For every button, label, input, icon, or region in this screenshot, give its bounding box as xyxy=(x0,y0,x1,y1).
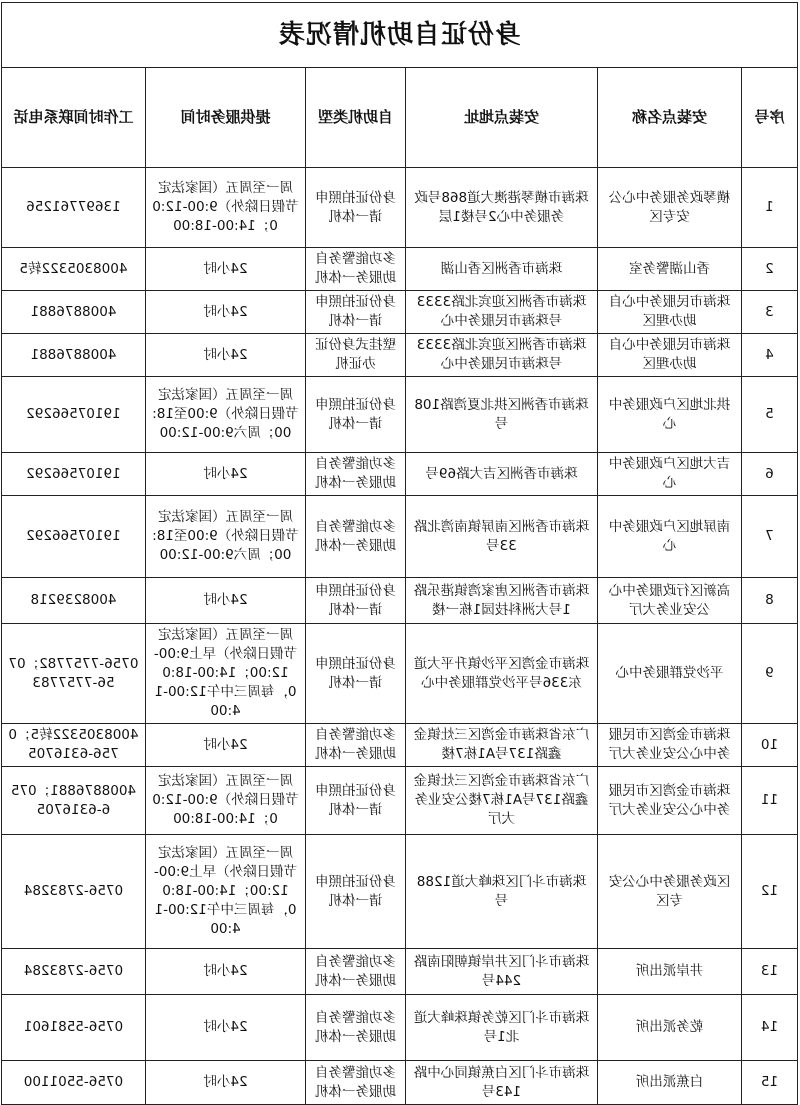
cell-name: 井岸派出所 xyxy=(598,949,742,995)
table-row xyxy=(1,767,797,835)
cell-hours: 周一至周五（国家法定节假日除外）9:00至18:00；周六9:00-12:00 xyxy=(146,496,306,578)
header-address: 安装点地址 xyxy=(406,68,598,168)
cell-type: 身份证拍照申请一体机 xyxy=(306,291,406,334)
table-row xyxy=(1,291,797,334)
cell-type: 壁挂式身份证办证机 xyxy=(306,334,406,377)
cell-phone: 13697761256 xyxy=(1,168,145,248)
cell-phone: 19107566292 xyxy=(1,377,145,453)
table-row xyxy=(1,724,797,767)
table-row xyxy=(1,624,797,724)
table-row xyxy=(1,995,797,1061)
cell-name: 珠海市民服务中心自助办理区 xyxy=(598,291,742,334)
cell-no: 9 xyxy=(742,624,798,724)
cell-no: 8 xyxy=(742,578,798,624)
cell-address: 广东省珠海市金湾区三灶镇金鑫路137号A1栋7楼 xyxy=(406,724,598,767)
cell-hours: 24小时 xyxy=(146,291,306,334)
cell-address: 珠海市斗门区珠峰大道1288号 xyxy=(406,835,598,949)
title-row xyxy=(1,3,797,68)
cell-address: 珠海市香洲区迎宾北路3333号珠海市民服务中心 xyxy=(406,334,598,377)
cell-no: 11 xyxy=(742,767,798,835)
cell-type: 身份证拍照申请一体机 xyxy=(306,835,406,949)
cell-phone: 19107566292 xyxy=(1,496,145,578)
cell-no: 14 xyxy=(742,995,798,1061)
cell-type: 身份证拍照申请一体机 xyxy=(306,767,406,835)
cell-phone: 0756-5501100 xyxy=(1,1061,145,1105)
table-row xyxy=(1,377,797,453)
table-title: 身份证自助机情况表 xyxy=(1,3,797,68)
header-type: 自助机类型 xyxy=(306,68,406,168)
cell-name: 高新区行政服务中心公安业务大厅 xyxy=(598,578,742,624)
cell-type: 多功能警务自助服务一体机 xyxy=(306,248,406,291)
cell-name: 珠海市金湾区市民服务中心公安业务大厅 xyxy=(598,767,742,835)
table-row xyxy=(1,1061,797,1105)
cell-hours: 周一至周五（国家法定节假日除外）9:00至18:00；周六9:00-12:00 xyxy=(146,377,306,453)
table-row xyxy=(1,578,797,624)
cell-type: 身份证拍照申请一体机 xyxy=(306,578,406,624)
cell-hours: 24小时 xyxy=(146,949,306,995)
cell-name: 珠海市金湾区市民服务中心公安业务大厅 xyxy=(598,724,742,767)
cell-name: 拱北地区户政服务中心 xyxy=(598,377,742,453)
cell-hours: 24小时 xyxy=(146,334,306,377)
cell-phone: 0756-2783284 xyxy=(1,835,145,949)
cell-phone: 4008876881 xyxy=(1,334,145,377)
cell-address: 珠海市香洲区南屏镇南湾北路33号 xyxy=(406,496,598,578)
table-row xyxy=(1,248,797,291)
cell-phone: 0756-2783284 xyxy=(1,949,145,995)
header-row xyxy=(1,68,797,168)
cell-phone: 4008305322转5 xyxy=(1,248,145,291)
header-hours: 提供服务时间 xyxy=(146,68,306,168)
cell-phone: 4008876881 xyxy=(1,291,145,334)
cell-name: 香山湖警务室 xyxy=(598,248,742,291)
cell-name: 横琴政务服务中心公安专区 xyxy=(598,168,742,248)
cell-address: 珠海市金湾区平沙镇升平大道东336号平沙党群服务中心 xyxy=(406,624,598,724)
cell-name: 吉大地区户政服务中心 xyxy=(598,453,742,496)
cell-address: 珠海市斗门区乾务镇珠峰大道北1号 xyxy=(406,995,598,1061)
cell-address: 珠海市斗门区白蕉镇同心中路143号 xyxy=(406,1061,598,1105)
id-machine-table xyxy=(1,2,798,1105)
cell-no: 5 xyxy=(742,377,798,453)
cell-type: 身份证拍照申请一体机 xyxy=(306,624,406,724)
header-name: 安装点名称 xyxy=(598,68,742,168)
cell-no: 1 xyxy=(742,168,798,248)
cell-no: 13 xyxy=(742,949,798,995)
cell-address: 珠海市香洲区唐家湾镇港乐路1号大洲科技园1栋一楼 xyxy=(406,578,598,624)
cell-hours: 周一至周五（国家法定节假日除外）早上9:00-12:00；14:00-18:00，每周三中午12:00-14:00 xyxy=(146,624,306,724)
table-row xyxy=(1,949,797,995)
cell-address: 珠海市香洲区拱北夏湾路108号 xyxy=(406,377,598,453)
cell-phone: 4008239218 xyxy=(1,578,145,624)
cell-type: 身份证拍照申请一体机 xyxy=(306,168,406,248)
cell-address: 珠海市斗门区井岸镇朝阳南路244号 xyxy=(406,949,598,995)
cell-no: 15 xyxy=(742,1061,798,1105)
cell-no: 4 xyxy=(742,334,798,377)
cell-no: 2 xyxy=(742,248,798,291)
cell-type: 多功能警务自助服务一体机 xyxy=(306,1061,406,1105)
cell-type: 多功能警务自助服务一体机 xyxy=(306,453,406,496)
cell-phone: 0756-7757782；0756-7757783 xyxy=(1,624,145,724)
table-row xyxy=(1,168,797,248)
cell-address: 珠海市香洲区香山湖 xyxy=(406,248,598,291)
cell-address: 广东省珠海市金湾区三灶镇金鑫路137号A1栋7楼公安业务大厅 xyxy=(406,767,598,835)
cell-hours: 24小时 xyxy=(146,1061,306,1105)
cell-address: 珠海市横琴港澳大道868号政务服务中心2号楼1层 xyxy=(406,168,598,248)
cell-type: 多功能警务自助服务一体机 xyxy=(306,949,406,995)
cell-type: 多功能警务自助服务一体机 xyxy=(306,496,406,578)
cell-hours: 24小时 xyxy=(146,578,306,624)
cell-no: 12 xyxy=(742,835,798,949)
cell-no: 6 xyxy=(742,453,798,496)
cell-address: 珠海市香洲区迎宾北路3333号珠海市民服务中心 xyxy=(406,291,598,334)
cell-phone: 19107566292 xyxy=(1,453,145,496)
cell-hours: 周一至周五（国家法定节假日除外）9:00-12:00；14:00-18:00 xyxy=(146,168,306,248)
cell-name: 南屏地区户政服务中心 xyxy=(598,496,742,578)
cell-name: 白蕉派出所 xyxy=(598,1061,742,1105)
cell-hours: 24小时 xyxy=(146,724,306,767)
cell-hours: 24小时 xyxy=(146,453,306,496)
header-phone: 工作时间联系电话 xyxy=(1,68,145,168)
cell-address: 珠海市香洲区吉大路69号 xyxy=(406,453,598,496)
cell-name: 平沙党群服务中心 xyxy=(598,624,742,724)
cell-type: 多功能警务自助服务一体机 xyxy=(306,995,406,1061)
cell-type: 多功能警务自助服务一体机 xyxy=(306,724,406,767)
cell-hours: 24小时 xyxy=(146,995,306,1061)
cell-name: 乾务派出所 xyxy=(598,995,742,1061)
cell-phone: 4008305322转5；0756-6316705 xyxy=(1,724,145,767)
table-row xyxy=(1,835,797,949)
cell-name: 珠海市民服务中心自助办理区 xyxy=(598,334,742,377)
cell-no: 7 xyxy=(742,496,798,578)
cell-phone: 4008876881；0756-6316705 xyxy=(1,767,145,835)
cell-hours: 周一至周五（国家法定节假日除外）9:00-12:00；14:00-18:00 xyxy=(146,767,306,835)
header-no: 序号 xyxy=(742,68,798,168)
cell-hours: 周一至周五（国家法定节假日除外）早上9:00-12:00；14:00-18:00，每周三中午12:00-14:00 xyxy=(146,835,306,949)
table-row xyxy=(1,453,797,496)
cell-no: 10 xyxy=(742,724,798,767)
cell-phone: 0756-5581601 xyxy=(1,995,145,1061)
cell-no: 3 xyxy=(742,291,798,334)
cell-type: 身份证拍照申请一体机 xyxy=(306,377,406,453)
cell-name: 区政务服务中心公安专区 xyxy=(598,835,742,949)
cell-hours: 24小时 xyxy=(146,248,306,291)
table-row xyxy=(1,334,797,377)
table-row xyxy=(1,496,797,578)
